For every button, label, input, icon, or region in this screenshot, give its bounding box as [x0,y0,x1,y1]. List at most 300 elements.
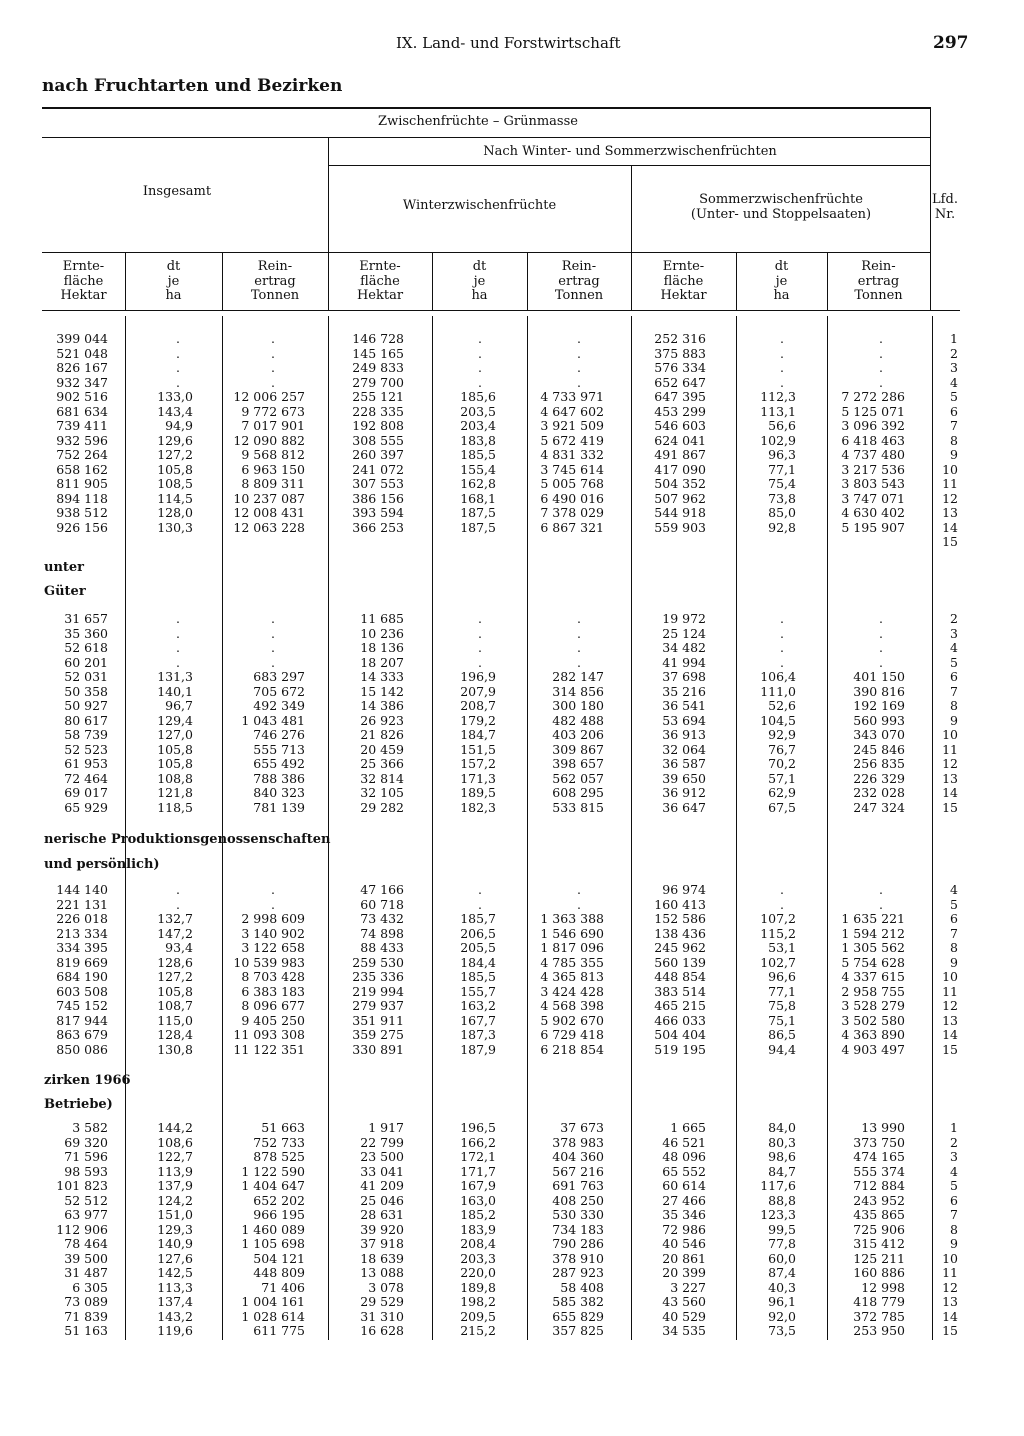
header-insgesamt: Insgesamt [142,184,212,199]
cell-area-winter: 60 718 [360,896,404,912]
table-row [0,1121,1024,1136]
cell-net-total: 3 122 658 [241,940,305,955]
cell-net-summer: . [879,896,883,912]
cell-area-summer: 36 587 [662,756,706,771]
cell-area-total: 69 320 [64,1134,108,1150]
chapter-title: IX. Land- und Forstwirtschaft [396,34,621,52]
cell-net-total: 683 297 [253,669,305,684]
cell-area-total: 752 264 [56,447,108,462]
table-row [0,927,1024,942]
header-split-label: Nach Winter- und Sommerzwischenfrüchten [483,144,777,159]
cell-area-total: 902 516 [56,389,108,404]
cell-net-total: . [271,360,275,375]
cell-lfd-nr: 8 [950,432,958,448]
table-row [0,801,1024,816]
cell-yield-summer: . [780,654,784,670]
cell-net-summer: . [879,331,883,346]
cell-net-summer: 474 165 [853,1149,905,1164]
cell-net-total: 705 672 [253,683,305,699]
cell-yield-total: . [176,331,180,346]
cell-area-summer: 34 482 [662,640,706,655]
cell-net-total: 652 202 [253,1192,305,1208]
cell-yield-total: 128,0 [157,505,193,520]
cell-area-summer: 491 867 [654,447,706,462]
cell-lfd-nr: 10 [942,969,958,984]
cell-yield-winter: 184,7 [460,727,496,742]
cell-area-winter: 145 165 [352,345,404,361]
cell-area-winter: 73 432 [360,911,404,926]
cell-lfd-nr: 6 [950,911,958,926]
cell-net-winter: . [577,374,581,390]
cell-area-total: 938 512 [56,505,108,520]
cell-yield-total: 127,6 [157,1250,193,1266]
cell-net-winter: 378 910 [552,1250,604,1266]
table-row [0,985,1024,1000]
cell-yield-summer: 92,8 [768,519,796,535]
cell-net-winter: 5 005 768 [540,476,604,491]
cell-yield-winter: . [478,882,482,897]
cell-lfd-nr: 11 [942,741,958,757]
cell-area-total: 213 334 [56,925,108,941]
cell-yield-winter: 155,4 [460,461,496,477]
header-total-sommer: Rein- ertrag Tonnen [854,259,903,304]
cell-yield-winter: 183,8 [460,432,496,448]
cell-net-total: 1 043 481 [241,712,305,728]
cell-lfd-nr: 8 [950,1221,958,1237]
table-row [0,419,1024,434]
cell-yield-summer: 57,1 [768,770,796,786]
cell-net-summer: 390 816 [853,683,905,699]
cell-yield-summer: 84,7 [768,1163,796,1179]
cell-net-winter: 3 424 428 [540,983,604,999]
cell-yield-summer: . [780,640,784,655]
cell-yield-total: 108,5 [157,476,193,491]
cell-net-total: 8 703 428 [241,969,305,984]
cell-net-summer: 1 635 221 [841,911,905,926]
table-row [0,1136,1024,1151]
cell-yield-total: 128,4 [157,1027,193,1042]
cell-area-total: 745 152 [56,998,108,1013]
table-row [0,1194,1024,1209]
cell-area-summer: 507 962 [654,490,706,506]
cell-net-total: . [271,654,275,670]
table-row [0,1295,1024,1310]
cell-net-summer: 125 211 [853,1250,905,1266]
cell-yield-total: 142,5 [157,1265,193,1280]
cell-area-summer: 36 647 [662,799,706,815]
cell-net-winter: . [577,896,581,912]
table-row [0,1252,1024,1267]
table-row [0,912,1024,927]
cell-net-winter: 4 568 398 [540,998,604,1013]
cell-net-winter: 655 829 [552,1308,604,1324]
cell-net-summer: 4 337 615 [841,969,905,984]
cell-yield-total: 119,6 [157,1323,193,1338]
cell-area-total: 932 596 [56,432,108,448]
cell-yield-total: 140,9 [157,1236,193,1251]
cell-net-winter: 300 180 [552,698,604,713]
cell-area-winter: 192 808 [352,418,404,433]
cell-yield-summer: 70,2 [768,756,796,771]
cell-yield-summer: 87,4 [768,1265,796,1280]
cell-yield-winter: 171,3 [460,770,496,786]
cell-area-total: 826 167 [56,360,108,375]
cell-net-winter: . [577,654,581,670]
cell-net-summer: 232 028 [853,785,905,800]
cell-net-total: 492 349 [253,698,305,713]
cell-net-total: 781 139 [253,799,305,815]
cell-lfd-nr: 5 [950,389,958,404]
cell-net-summer: 247 324 [853,799,905,815]
cell-net-total: 9 568 812 [241,447,305,462]
table-row [0,492,1024,507]
cell-yield-winter: 171,7 [460,1163,496,1179]
cell-yield-winter: 189,5 [460,785,496,800]
cell-net-summer: 6 418 463 [841,432,905,448]
cell-area-total: 850 086 [56,1041,108,1057]
cell-net-summer: 4 363 890 [841,1027,905,1042]
table-row [0,656,1024,671]
cell-lfd-nr: 4 [950,640,958,655]
cell-area-total: 65 929 [64,799,108,815]
cell-yield-summer: 96,1 [768,1294,796,1309]
cell-yield-winter: . [478,640,482,655]
cell-net-total: 7 017 901 [241,418,305,433]
cell-area-winter: 41 209 [360,1178,404,1193]
cell-yield-summer: 112,3 [760,389,796,404]
cell-area-summer: 519 195 [654,1041,706,1057]
cell-yield-winter: 205,5 [460,940,496,955]
cell-yield-winter: . [478,345,482,361]
cell-area-total: 334 395 [56,940,108,955]
cell-yield-total: 108,7 [157,998,193,1013]
cell-net-total: 11 122 351 [233,1041,305,1057]
cell-area-summer: 560 139 [654,954,706,970]
table-row [0,786,1024,801]
cell-area-summer: 36 913 [662,727,706,742]
header-area: Ernte- fläche Hektar [60,259,107,304]
cell-lfd-nr: 7 [950,418,958,433]
cell-net-total: 1 460 089 [241,1221,305,1237]
cell-area-winter: 28 631 [360,1207,404,1222]
cell-area-winter: 18 639 [360,1250,404,1266]
cell-net-winter: 378 983 [552,1134,604,1150]
cell-net-summer: 555 374 [853,1163,905,1179]
cell-area-total: 50 358 [64,683,108,699]
cell-yield-winter: 206,5 [460,925,496,941]
cell-area-winter: 15 142 [360,683,404,699]
cell-area-summer: 138 436 [654,925,706,941]
cell-yield-total: 105,8 [157,461,193,477]
rule-below-top [42,137,930,138]
cell-area-winter: 31 310 [360,1308,404,1324]
cell-net-summer: 372 785 [853,1308,905,1324]
table-row [0,535,1024,550]
cell-net-summer: 712 884 [853,1178,905,1193]
cell-yield-winter: 157,2 [460,756,496,771]
cell-net-summer: 725 906 [853,1221,905,1237]
cell-area-summer: 36 912 [662,785,706,800]
cell-area-total: 80 617 [64,712,108,728]
cell-yield-summer: 85,0 [768,505,796,520]
cell-area-summer: 20 399 [662,1265,706,1280]
cell-area-total: 71 596 [64,1149,108,1164]
cell-yield-summer: 99,5 [768,1221,796,1237]
cell-area-winter: 219 994 [352,983,404,999]
table-row [0,685,1024,700]
cell-net-winter: . [577,360,581,375]
rule-top [42,107,930,109]
cell-area-winter: 259 530 [352,954,404,970]
cell-yield-winter: . [478,625,482,641]
cell-area-total: 73 089 [64,1294,108,1309]
cell-yield-total: 108,6 [157,1134,193,1150]
cell-lfd-nr: 1 [950,1120,958,1135]
cell-yield-total: 130,3 [157,519,193,535]
cell-yield-summer: 88,8 [768,1192,796,1208]
cell-yield-winter: 187,3 [460,1027,496,1042]
cell-net-winter: 5 672 419 [540,432,604,448]
cell-yield-summer: . [780,625,784,641]
cell-net-total: 840 323 [253,785,305,800]
cell-lfd-nr: 15 [942,799,958,815]
cell-yield-winter: . [478,654,482,670]
cell-lfd-nr: 12 [942,998,958,1013]
cell-net-total: 2 998 609 [241,911,305,926]
table-row [0,883,1024,898]
cell-yield-summer: . [780,896,784,912]
cell-net-summer: . [879,654,883,670]
table-row [0,463,1024,478]
cell-lfd-nr: 3 [950,1149,958,1164]
cell-yield-summer: 123,3 [760,1207,796,1222]
cell-net-summer: 373 750 [853,1134,905,1150]
table-row [0,1014,1024,1029]
cell-area-winter: 249 833 [352,360,404,375]
cell-lfd-nr: 15 [942,1323,958,1338]
cell-net-summer: 7 272 286 [841,389,905,404]
cell-yield-total: 129,3 [157,1221,193,1237]
cell-lfd-nr: 5 [950,654,958,670]
cell-area-winter: 14 333 [360,669,404,684]
cell-area-summer: 40 546 [662,1236,706,1251]
table-row [0,612,1024,627]
cell-net-summer: . [879,345,883,361]
cell-area-total: 399 044 [56,331,108,346]
table-row [0,1179,1024,1194]
cell-area-winter: 13 088 [360,1265,404,1280]
cell-yield-winter: 166,2 [460,1134,496,1150]
cell-area-total: 863 679 [56,1027,108,1042]
section-title: nerische Produktionsgenossenschaften [44,832,331,847]
cell-lfd-nr: 13 [942,1294,958,1309]
cell-lfd-nr: 4 [950,374,958,390]
cell-lfd-nr: 2 [950,345,958,361]
cell-net-total: 8 809 311 [241,476,305,491]
cell-net-summer: 3 502 580 [841,1012,905,1028]
cell-net-winter: 314 856 [552,683,604,699]
cell-area-total: 98 593 [64,1163,108,1179]
cell-yield-winter: 198,2 [460,1294,496,1309]
cell-yield-winter: 220,0 [460,1265,496,1280]
cell-yield-total: 131,3 [157,669,193,684]
table-row [0,728,1024,743]
header-yield-winter: dt je ha [471,259,488,304]
cell-yield-summer: 56,6 [768,418,796,433]
cell-area-summer: 60 614 [662,1178,706,1193]
cell-yield-winter: 167,7 [460,1012,496,1028]
table-row [0,1237,1024,1252]
cell-net-summer: 12 998 [861,1279,905,1295]
cell-yield-winter: 196,9 [460,669,496,684]
cell-area-summer: 160 413 [654,896,706,912]
cell-area-total: 71 839 [64,1308,108,1324]
cell-lfd-nr: 4 [950,882,958,897]
cell-yield-summer: 80,3 [768,1134,796,1150]
cell-net-winter: 404 360 [552,1149,604,1164]
cell-yield-total: 130,8 [157,1041,193,1057]
cell-yield-total: . [176,374,180,390]
cell-yield-winter: . [478,360,482,375]
table-row [0,941,1024,956]
cell-yield-summer: 77,8 [768,1236,796,1251]
cell-area-summer: 35 346 [662,1207,706,1222]
cell-net-total: 6 383 183 [241,983,305,999]
cell-net-winter: . [577,331,581,346]
cell-area-winter: 25 366 [360,756,404,771]
cell-net-total: 655 492 [253,756,305,771]
cell-net-winter: . [577,345,581,361]
cell-yield-winter: 182,3 [460,799,496,815]
cell-net-total: 788 386 [253,770,305,786]
cell-area-winter: 26 923 [360,712,404,728]
cell-area-winter: 18 136 [360,640,404,655]
cell-net-summer: 3 803 543 [841,476,905,491]
cell-yield-total: 96,7 [165,698,193,713]
cell-net-winter: 6 729 418 [540,1027,604,1042]
cell-net-summer: 256 835 [853,756,905,771]
cell-yield-winter: 185,5 [460,447,496,462]
cell-yield-winter: 215,2 [460,1323,496,1338]
cell-yield-total: . [176,611,180,626]
cell-area-total: 681 634 [56,403,108,419]
cell-yield-summer: 92,0 [768,1308,796,1324]
cell-yield-winter: 203,3 [460,1250,496,1266]
table-row [0,1208,1024,1223]
cell-net-winter: 4 831 332 [540,447,604,462]
cell-area-summer: 624 041 [654,432,706,448]
cell-net-total: 51 663 [261,1120,305,1135]
cell-area-winter: 32 814 [360,770,404,786]
cell-net-total: . [271,331,275,346]
cell-net-winter: . [577,640,581,655]
cell-yield-total: . [176,654,180,670]
cell-yield-winter: 162,8 [460,476,496,491]
cell-area-summer: 546 603 [654,418,706,433]
table-row [0,743,1024,758]
cell-yield-total: 128,6 [157,954,193,970]
cell-area-total: 817 944 [56,1012,108,1028]
cell-lfd-nr: 5 [950,1178,958,1193]
cell-lfd-nr: 14 [942,519,958,535]
cell-yield-total: 140,1 [157,683,193,699]
cell-yield-total: 124,2 [157,1192,193,1208]
cell-yield-summer: 96,6 [768,969,796,984]
cell-lfd-nr: 13 [942,770,958,786]
cell-net-summer: 315 412 [853,1236,905,1251]
cell-area-summer: 504 352 [654,476,706,491]
cell-area-summer: 383 514 [654,983,706,999]
cell-lfd-nr: 6 [950,1192,958,1208]
table-row [0,641,1024,656]
cell-lfd-nr: 12 [942,756,958,771]
cell-area-total: 101 823 [56,1178,108,1193]
table-row [0,376,1024,391]
cell-yield-winter: 185,2 [460,1207,496,1222]
cell-lfd-nr: 14 [942,1308,958,1324]
cell-area-summer: 46 521 [662,1134,706,1150]
cell-yield-winter: 187,5 [460,505,496,520]
cell-lfd-nr: 9 [950,447,958,462]
table-row [0,1324,1024,1339]
cell-net-winter: 58 408 [560,1279,604,1295]
cell-area-summer: 417 090 [654,461,706,477]
cell-area-winter: 74 898 [360,925,404,941]
cell-yield-summer: . [780,331,784,346]
cell-area-total: 6 305 [72,1279,108,1295]
cell-area-total: 69 017 [64,785,108,800]
cell-yield-total: 113,3 [157,1279,193,1295]
table-row [0,1043,1024,1058]
cell-area-total: 51 163 [64,1323,108,1338]
section-title: unter [44,560,85,575]
cell-area-winter: 33 041 [360,1163,404,1179]
cell-area-winter: 25 046 [360,1192,404,1208]
cell-area-total: 52 031 [64,669,108,684]
cell-area-summer: 72 986 [662,1221,706,1237]
cell-net-total: 1 122 590 [241,1163,305,1179]
cell-area-total: 60 201 [64,654,108,670]
table-row [0,405,1024,420]
table-row [0,757,1024,772]
cell-yield-summer: 96,3 [768,447,796,462]
cell-lfd-nr: 8 [950,940,958,955]
cell-area-total: 35 360 [64,625,108,641]
cell-yield-winter: 151,5 [460,741,496,757]
cell-net-summer: 160 886 [853,1265,905,1280]
cell-yield-summer: 40,3 [768,1279,796,1295]
cell-lfd-nr: 7 [950,683,958,699]
cell-yield-summer: 77,1 [768,461,796,477]
cell-area-total: 221 131 [56,896,108,912]
cell-lfd-nr: 3 [950,360,958,375]
table-row [0,361,1024,376]
cell-area-summer: 19 972 [662,611,706,626]
cell-yield-total: 113,9 [157,1163,193,1179]
cell-area-total: 521 048 [56,345,108,361]
cell-net-winter: 585 382 [552,1294,604,1309]
cell-net-total: . [271,640,275,655]
cell-yield-total: 115,0 [157,1012,193,1028]
cell-area-winter: 37 918 [360,1236,404,1251]
cell-net-winter: 1 546 690 [540,925,604,941]
cell-area-summer: 48 096 [662,1149,706,1164]
cell-yield-winter: . [478,374,482,390]
cell-yield-summer: . [780,611,784,626]
cell-net-winter: 482 488 [552,712,604,728]
table-row [0,1266,1024,1281]
cell-net-total: 11 093 308 [233,1027,305,1042]
